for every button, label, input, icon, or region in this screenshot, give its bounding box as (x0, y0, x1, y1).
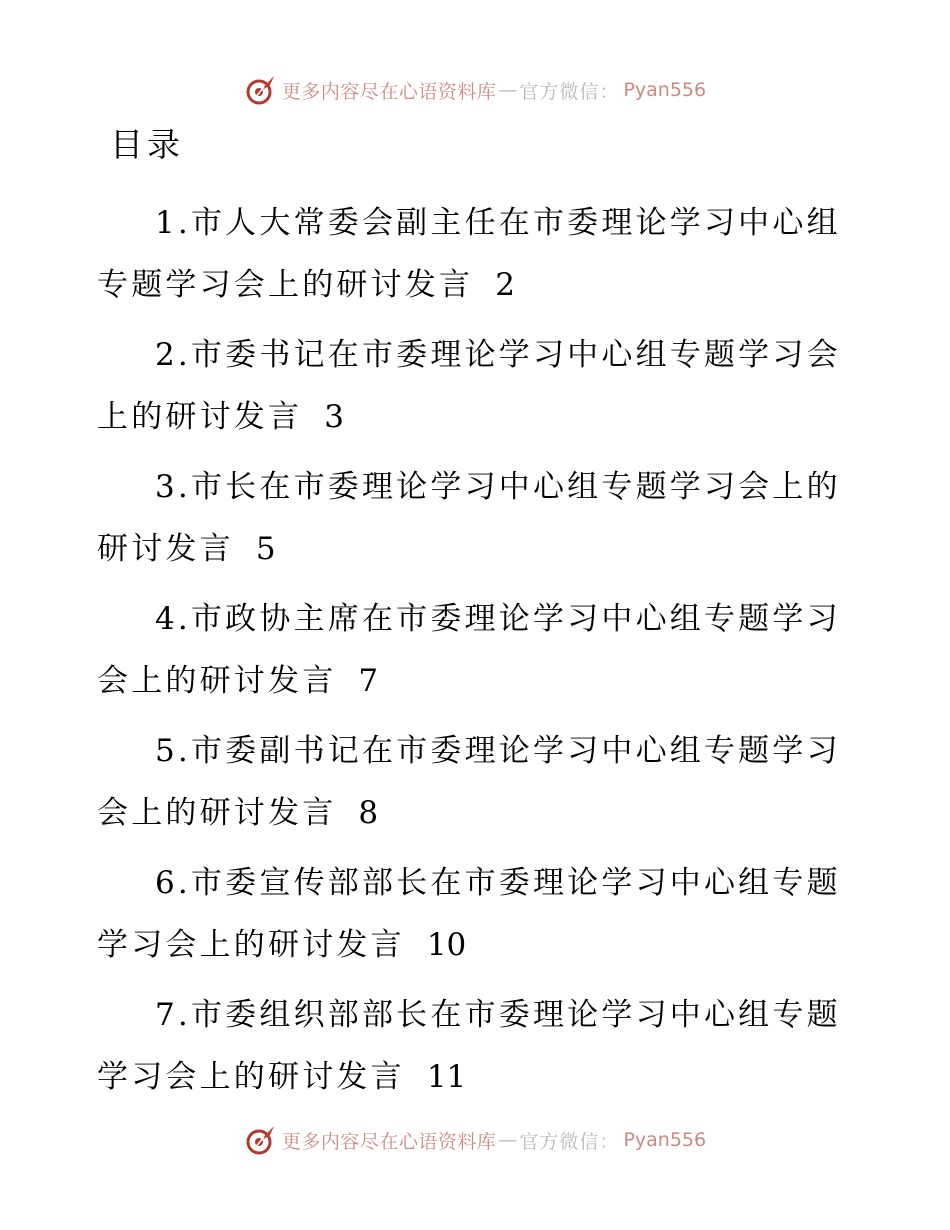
toc-item-page: 3 (324, 399, 344, 435)
toc-item[interactable] (97, 456, 842, 580)
watermark-wechat-id: Pyan556 (623, 1129, 707, 1151)
toc-item[interactable] (97, 192, 842, 316)
toc-item-page: 8 (358, 795, 379, 831)
toc-item-page: 10 (426, 927, 467, 963)
toc-item-page: 2 (495, 267, 515, 303)
toc-item[interactable] (97, 984, 842, 1108)
watermark-dash: — (498, 79, 518, 101)
toc-item[interactable] (97, 720, 842, 844)
watermark-slogan: 更多内容尽在心语资料库 (281, 80, 497, 103)
quill-logo-icon (244, 1123, 278, 1157)
toc-item-text: 2.市委书记在市委理论学习中心组专题学习会上的研讨发言 (97, 337, 841, 435)
toc-title: 目录 (110, 125, 184, 164)
watermark-dash: — (498, 1129, 518, 1151)
toc-item-text: 5.市委副书记在市委理论学习中心组专题学习会上的研讨发言 (97, 733, 841, 831)
toc-item[interactable] (97, 588, 842, 712)
toc-item-text: 7.市委组织部部长在市委理论学习中心组专题学习会上的研讨发言 (97, 997, 841, 1095)
footer-watermark (0, 1120, 950, 1160)
header-watermark (0, 70, 950, 110)
toc-item-text: 1.市人大常委会副主任在市委理论学习中心组专题学习会上的研讨发言 (97, 205, 841, 303)
watermark-slogan: 更多内容尽在心语资料库 (281, 1130, 497, 1153)
watermark-wechat-label: 官方微信： (519, 1130, 620, 1153)
quill-logo-icon (244, 73, 278, 107)
watermark-wechat-id: Pyan556 (623, 79, 707, 101)
toc-item-text: 3.市长在市委理论学习中心组专题学习会上的研讨发言 (97, 469, 841, 567)
toc-item-text: 4.市政协主席在市委理论学习中心组专题学习会上的研讨发言 (97, 601, 841, 699)
toc-item-page: 5 (255, 531, 276, 567)
toc-item-page: 11 (426, 1059, 467, 1095)
toc-item[interactable] (97, 852, 842, 976)
toc-item[interactable] (97, 324, 842, 448)
toc-item-text: 6.市委宣传部部长在市委理论学习中心组专题学习会上的研讨发言 (97, 865, 841, 963)
toc-item-page: 7 (358, 663, 379, 699)
watermark-wechat-label: 官方微信： (519, 80, 620, 103)
toc-list (97, 192, 842, 1116)
